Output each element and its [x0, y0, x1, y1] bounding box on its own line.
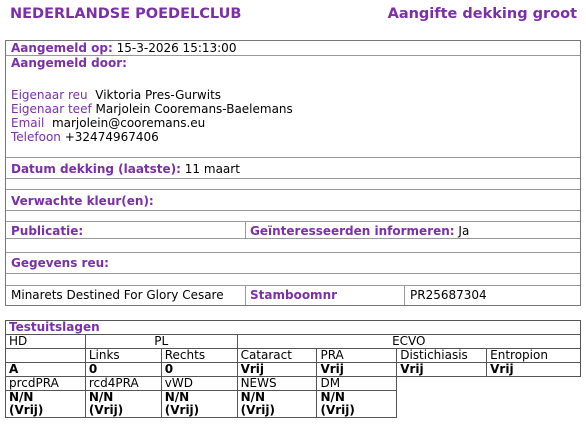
prcdpra-header: prcdPRA: [6, 377, 86, 391]
hd-header: HD: [6, 335, 86, 349]
prcdpra-value: N/N (Vrij): [6, 391, 86, 418]
interested-value: Ja: [458, 224, 470, 238]
divider: [245, 222, 246, 238]
distichiasis-header: Distichiasis: [397, 349, 487, 363]
dm-value: N/N (Vrij): [317, 391, 397, 418]
test-results-title: Testuitslagen: [6, 321, 581, 335]
empty-cell: [6, 349, 86, 363]
owner-female-value: Marjolein Cooremans-Baelemans: [95, 102, 293, 116]
news-header: NEWS: [237, 377, 317, 391]
registered-by-label: Aangemeld door:: [11, 56, 127, 70]
divider: [6, 238, 580, 239]
table-row: [6, 335, 581, 349]
phone-value: +32474967406: [64, 130, 159, 144]
interested-label: Geïnteresseerden informeren:: [250, 224, 455, 238]
pl-header: PL: [85, 335, 237, 349]
entropion-header: Entropion: [487, 349, 581, 363]
pra-value: Vrij: [317, 363, 397, 377]
table-row: [6, 321, 581, 335]
rcd4pra-header: rcd4PRA: [85, 377, 161, 391]
publication-label: Publicatie:: [11, 224, 84, 238]
divider: [6, 210, 580, 211]
cataract-value: Vrij: [237, 363, 317, 377]
divider: [245, 286, 246, 305]
email-row: [11, 116, 205, 130]
owner-male-row: [11, 88, 221, 102]
test-results-table: [5, 320, 581, 418]
phone-label: Telefoon: [11, 130, 61, 144]
registration-form: [5, 40, 581, 306]
owner-male-label: Eigenaar reu: [11, 88, 88, 102]
news-value: N/N (Vrij): [237, 391, 317, 418]
club-name: NEDERLANDSE POEDELCLUB: [10, 6, 242, 22]
divider: [6, 178, 580, 179]
pedigree-value: PR25687304: [410, 288, 487, 302]
links-value: 0: [85, 363, 161, 377]
dm-header: DM: [317, 377, 397, 391]
pedigree-label: Stamboomnr: [250, 288, 338, 302]
male-name: Minarets Destined For Glory Cesare: [11, 288, 224, 302]
divider: [6, 189, 580, 190]
mating-date-row: [11, 162, 240, 176]
hd-value: A: [6, 363, 86, 377]
ecvo-header: ECVO: [237, 335, 580, 349]
owner-female-row: [11, 102, 293, 116]
email-value: marjolein@cooremans.eu: [51, 116, 206, 130]
mating-date-value: 11 maart: [184, 162, 240, 176]
registered-on-label: Aangemeld op:: [11, 41, 113, 55]
vwd-value: N/N (Vrij): [161, 391, 237, 418]
divider: [6, 221, 580, 222]
rcd4pra-value: N/N (Vrij): [85, 391, 161, 418]
registered-on-row: [11, 41, 236, 55]
male-section-label: Gegevens reu:: [11, 256, 109, 270]
empty-cell: [397, 377, 581, 418]
registered-on-value: 15-3-2026 15:13:00: [116, 41, 237, 55]
expected-colors-label: Verwachte kleur(en):: [11, 194, 154, 208]
table-row: [6, 349, 581, 363]
cataract-header: Cataract: [237, 349, 317, 363]
divider: [6, 252, 580, 253]
distichiasis-value: Vrij: [397, 363, 487, 377]
table-row: [6, 363, 581, 377]
divider: [6, 273, 580, 274]
email-label: Email: [11, 116, 45, 130]
vwd-header: vWD: [161, 377, 237, 391]
rechts-value: 0: [161, 363, 237, 377]
phone-row: [11, 130, 159, 144]
table-row: [6, 377, 581, 391]
divider: [404, 286, 405, 305]
owner-female-label: Eigenaar teef: [11, 102, 92, 116]
rechts-header: Rechts: [161, 349, 237, 363]
pra-header: PRA: [317, 349, 397, 363]
divider: [6, 157, 580, 158]
links-header: Links: [85, 349, 161, 363]
interested-row: [250, 224, 469, 238]
form-title: Aangifte dekking groot: [387, 6, 577, 22]
mating-date-label: Datum dekking (laatste):: [11, 162, 181, 176]
owner-male-value: Viktoria Pres-Gurwits: [95, 88, 222, 102]
entropion-value: Vrij: [487, 363, 581, 377]
divider: [6, 285, 580, 286]
